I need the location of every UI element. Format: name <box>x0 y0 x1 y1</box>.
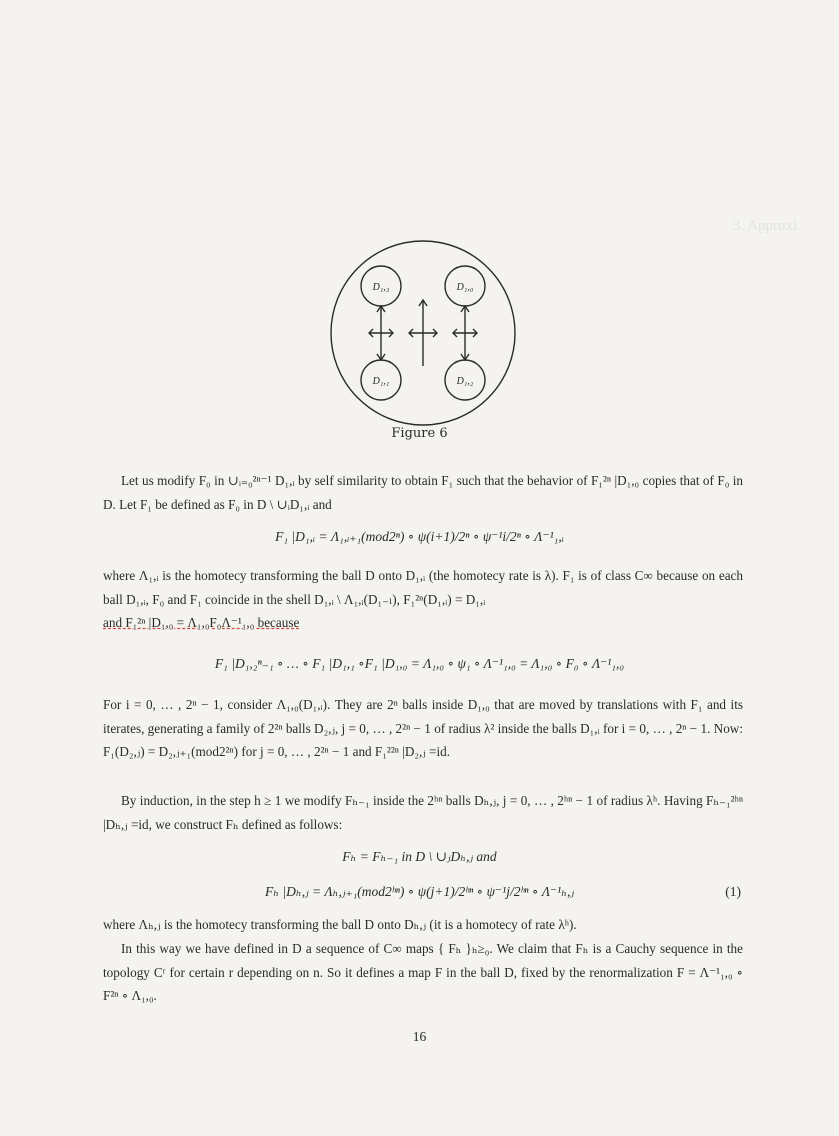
label-d11: D₁,₁ <box>372 376 390 387</box>
paragraph-1: Let us modify F₀ in ∪ᵢ₌₀²ⁿ⁻¹ D₁,ᵢ by self similarity to obtain F₁ such that the behavior of F₁²ⁿ |D₁,₀ copies that of F₀ in D. Let F₁ be defined as F₀ in D \ ∪ᵢD₁,ᵢ and <box>103 473 743 512</box>
paragraph-2: where Λ₁,ᵢ is the homotecy transforming the ball D onto D₁,ᵢ (the homotecy rate is λ). F₁ is of class C∞ because on each ball D₁,ᵢ, F₀ and F₁ coincide in the shell D₁,ᵢ \ Λ₁,ᵢ(D₁₋ₗ), F₁²ⁿ(D₁,ᵢ) = D₁,ᵢ <box>103 568 743 607</box>
paragraph-2b: and F₁²ⁿ |D₁,₀ = Λ₁,₀F₀Λ⁻¹₁,₀ because <box>103 615 300 630</box>
label-d12: D₁,₂ <box>456 376 474 387</box>
equation-fh-definition: Fₕ = Fₕ₋₁ in D \ ∪ⱼDₕ,ⱼ and <box>342 849 497 864</box>
equation-number: (1) <box>725 884 741 899</box>
paragraph-3: For i = 0, … , 2ⁿ − 1, consider Λ₁,₀(D₁,ᵢ). They are 2ⁿ balls inside D₁,₀ that are moved by translations with F₁ and its iterates, generating a family of 2²ⁿ balls D₂,ⱼ, j = 0, … , 2²ⁿ − 1 of radius λ² inside the balls D₁,ᵢ for i = 0, … , 2ⁿ − 1. Now: F₁(D₂,ⱼ) = D₂,ⱼ₊₁(mod2²ⁿ) for j = 0, … , 2²ⁿ − 1 and F₁²²ⁿ |D₂,ⱼ =id. <box>103 697 743 759</box>
paragraph-4: By induction, in the step h ≥ 1 we modify Fₕ₋₁ inside the 2ʰⁿ balls Dₕ,ⱼ, j = 0, … , 2ʰⁿ − 1 of radius λʰ. Having Fₕ₋₁²ʰⁿ |Dₕ,ⱼ =id, we construct Fₕ defined as follows: <box>103 793 743 832</box>
equation-f1-on-balls: F₁ |D₁,ᵢ = Λ₁,ᵢ₊₁(mod2ⁿ) ∘ ψ(i+1)/2ⁿ ∘ ψ⁻¹i/2ⁿ ∘ Λ⁻¹₁,ᵢ <box>275 529 564 544</box>
equation-composition: F₁ |D₁,₂ⁿ₋₁ ∘ … ∘ F₁ |D₁,₁ ∘F₁ |D₁,₀ = Λ₁,₀ ∘ ψ₁ ∘ Λ⁻¹₁,₀ = Λ₁,₀ ∘ F₀ ∘ Λ⁻¹₁,₀ <box>214 656 625 671</box>
paragraph-5: where Λₕ,ⱼ is the homotecy transforming the ball D onto Dₕ,ⱼ (it is a homotecy of rate λʰ). <box>103 917 577 932</box>
label-d13: D₁,₃ <box>372 282 390 293</box>
bleed-through-text: 3. Approxi <box>733 218 798 234</box>
figure-caption: Figure 6 <box>391 426 448 441</box>
paragraph-6: In this way we have defined in D a sequence of C∞ maps { Fₕ }ₕ≥₀. We claim that Fₕ is a Cauchy sequence in the topology Cʳ for certain r depending on n. So it defines a map F in the ball D, fixed by the renormalization F = Λ⁻¹₁,₀ ∘ F²ⁿ ∘ Λ₁,₀. <box>103 941 743 1003</box>
equation-1-body: Fₕ |Dₕ,ⱼ = Λₕ,ⱼ₊₁(mod2ʰⁿ) ∘ ψ(j+1)/2ʰⁿ ∘ ψ⁻¹j/2ʰⁿ ∘ Λ⁻¹ₕ,ⱼ <box>264 884 575 899</box>
paragraph-2b-wrapper <box>103 611 743 635</box>
page-number: 16 <box>412 1029 427 1044</box>
equation-1 <box>0 884 839 900</box>
figure-6-diagram <box>328 238 518 428</box>
label-d10: D₁,₀ <box>456 282 474 293</box>
